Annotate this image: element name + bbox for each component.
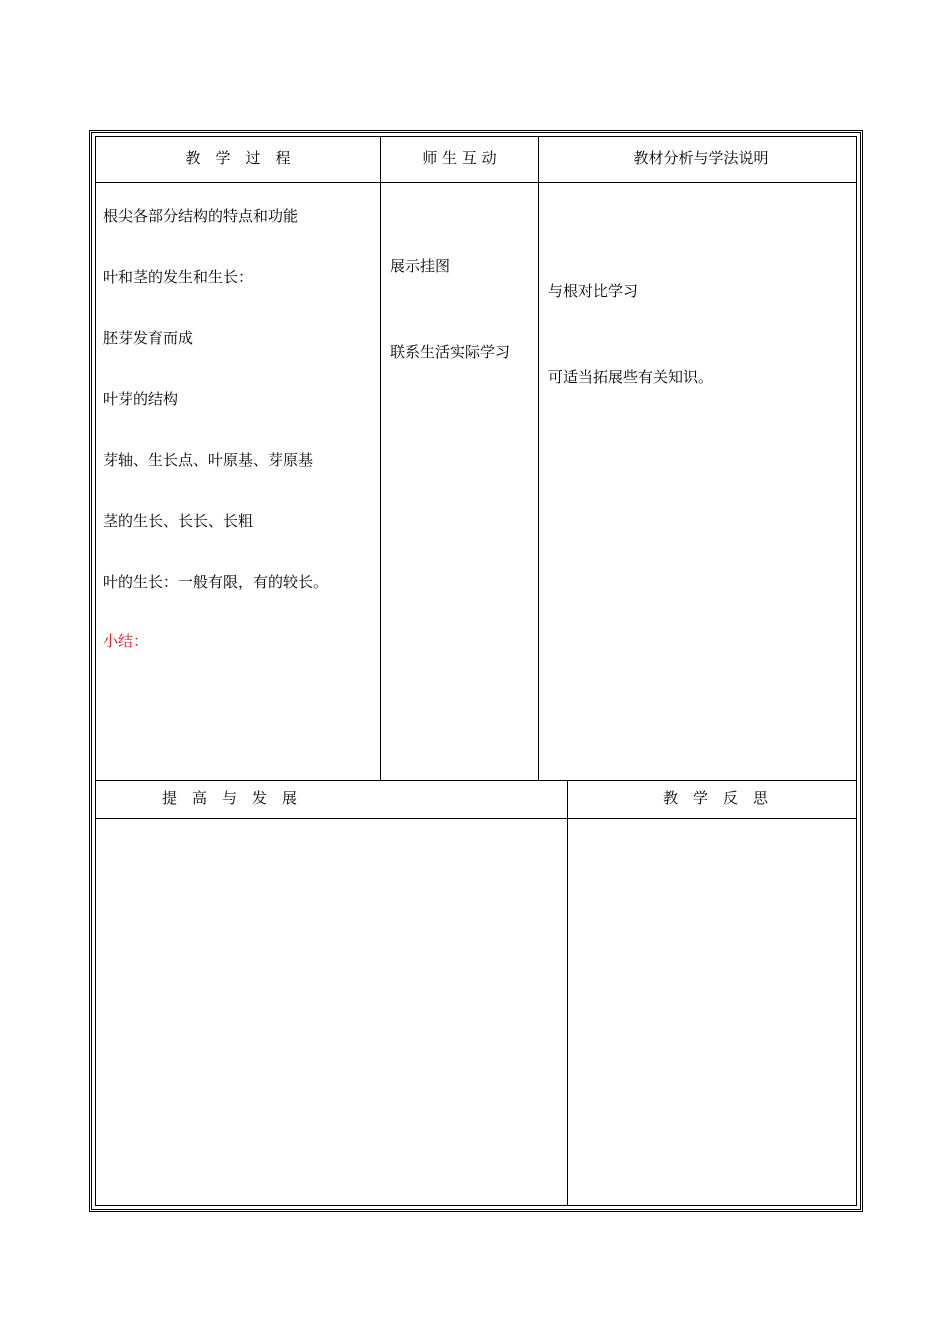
- header-improvement: 提 高 与 发 展: [162, 789, 298, 807]
- header-reflection: 教 学 反 思: [662, 789, 768, 807]
- process-line: 叶的生长：一般有限，有的较长。: [103, 573, 329, 591]
- col-divider-2: [538, 137, 539, 780]
- bottom-col-divider: [567, 780, 568, 1205]
- header-analysis: 教材分析与学法说明: [633, 149, 769, 167]
- header-interaction: 师 生 互 动: [422, 149, 497, 167]
- table-inner: [95, 136, 857, 1206]
- bottom-header-divider: [96, 818, 856, 819]
- process-line: 根尖各部分结构的特点和功能: [103, 207, 299, 225]
- process-line: 叶芽的结构: [103, 390, 179, 408]
- interaction-line: 联系生活实际学习: [390, 343, 511, 361]
- process-line: 叶和茎的发生和生长：: [103, 268, 254, 286]
- header-divider: [96, 182, 856, 183]
- analysis-line: 与根对比学习: [548, 282, 639, 300]
- lesson-table: [89, 130, 863, 1212]
- header-teaching-process: 教 学 过 程: [185, 149, 291, 167]
- section-divider: [96, 780, 856, 781]
- process-line: 胚芽发育而成: [103, 329, 194, 347]
- process-line: 芽轴、生长点、叶原基、芽原基: [103, 451, 314, 469]
- interaction-line: 展示挂图: [390, 257, 451, 275]
- summary-label: 小结：: [103, 632, 149, 650]
- col-divider-1: [380, 137, 381, 780]
- analysis-line: 可适当拓展些有关知识。: [548, 368, 714, 386]
- process-line: 茎的生长、长长、长粗: [103, 512, 254, 530]
